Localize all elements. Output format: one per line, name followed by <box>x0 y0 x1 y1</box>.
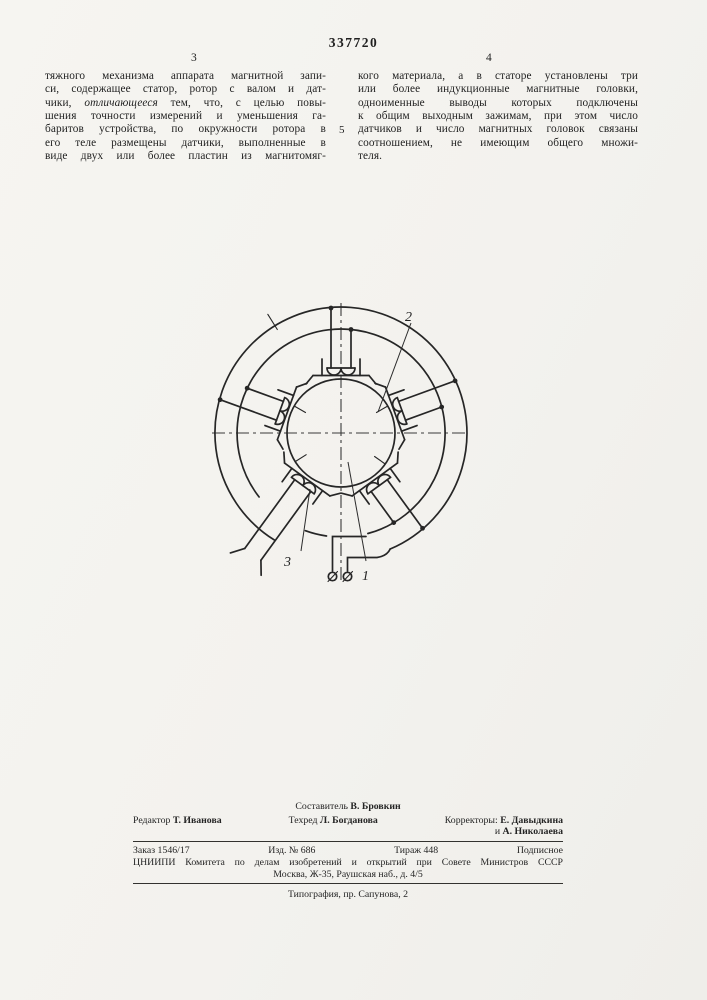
claims-text-right-column <box>358 70 638 163</box>
editor-label: Редактор <box>133 814 171 826</box>
callout-line-1 <box>348 462 366 561</box>
claims-text-left-column <box>45 70 326 163</box>
techred-cell <box>289 815 378 827</box>
magnetic-head-lower-right <box>341 452 444 557</box>
text-line: соотношением, не имеющим общего множи- <box>358 136 638 149</box>
corrector2-prefix: и <box>494 826 501 837</box>
imprint-rule-bottom <box>133 883 563 884</box>
figure-callout-2: 2 <box>405 310 412 325</box>
imprint-editors-row <box>133 815 563 838</box>
corrector2-name: А. Николаева <box>502 826 563 837</box>
text-line: кого материала, а в статоре установлены три <box>358 70 638 82</box>
wire-left <box>333 537 367 572</box>
wire-right <box>348 549 391 571</box>
column-number-left: 3 <box>191 52 197 64</box>
editor-name: Т. Иванова <box>172 814 222 826</box>
compiler-name: В. Бровкин <box>350 801 401 812</box>
text-line: его теле размещены датчики, выполненные в <box>45 136 326 149</box>
stator-inner-ring-segment <box>305 531 326 536</box>
text-line: виде двух или более пластин из магнитомяг- <box>45 150 326 163</box>
text-line: одноименные выводы которых подключены <box>358 96 638 109</box>
patent-number: 337720 <box>328 35 379 50</box>
edition-number: Изд. № 686 <box>268 844 316 856</box>
text-line: баритов устройства, по окружности ротора в <box>45 123 326 136</box>
figure-callout-3: 3 <box>284 555 291 570</box>
editor-cell <box>133 815 222 827</box>
correctors-cell <box>445 815 563 838</box>
imprint-compiler-line <box>133 801 563 813</box>
imprint-order-row <box>133 845 563 857</box>
imprint-typography-line: Типография, пр. Сапунова, 2 <box>287 889 409 900</box>
text-line: или более индукционные магнитные головки, <box>358 83 638 96</box>
compiler-label: Составитель <box>295 801 348 812</box>
print-run: Тираж 448 <box>394 844 439 856</box>
techred-label: Техред <box>288 814 318 826</box>
imprint-organization-line: ЦНИИПИ Комитета по делам изобретений и открытий при Совете Министров СССР <box>133 857 563 868</box>
column-number-right: 4 <box>486 52 492 64</box>
text-line: теля. <box>358 150 383 163</box>
techred-name: Л. Богданова <box>319 814 378 826</box>
text-line: датчиков и число магнитных головок связаны <box>358 123 638 136</box>
text-line: си, содержащее статор, ротор с валом и дат- <box>45 83 326 96</box>
text-line: чики, отличающееся тем, что, с целью повы- <box>45 96 326 109</box>
corrector1-name: Е. Давыдкина <box>500 814 563 826</box>
magnetic-head-lower-left <box>217 452 340 585</box>
text-line: шения точности измерений и уменьшения га- <box>45 110 326 123</box>
figure-callout-1: 1 <box>362 569 369 584</box>
subscription-note: Подписное <box>516 844 563 856</box>
imprint-address-line: Москва, Ж-35, Раушская наб., д. 4/5 <box>273 868 423 880</box>
correctors-label: Корректоры: <box>444 814 498 826</box>
imprint-block <box>133 801 563 901</box>
order-number: Заказ 1546/17 <box>133 844 190 856</box>
imprint-rule-top <box>133 841 563 842</box>
patent-figure <box>160 262 540 607</box>
text-line: к общим выходным зажимам, при этом число <box>358 110 638 123</box>
text-line: тяжного механизма аппарата магнитной запи- <box>45 70 326 82</box>
gutter-line-number: 5 <box>339 123 345 136</box>
